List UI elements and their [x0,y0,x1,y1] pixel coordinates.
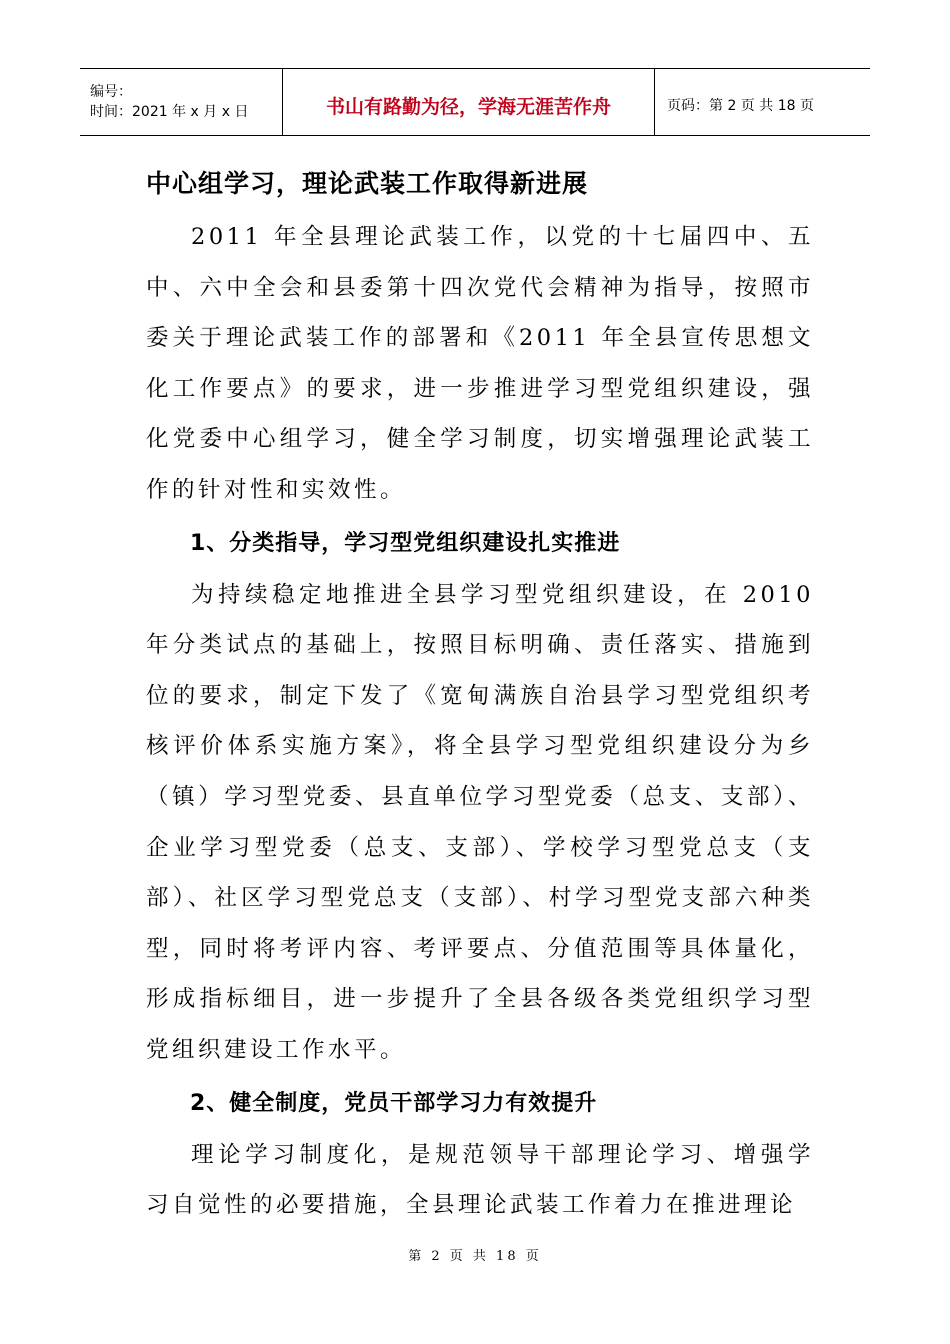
number-label: 编号： [90,84,132,100]
header-page-info [655,69,870,135]
section-1-paragraph: 为持续稳定地推进全县学习型党组织建设，在 2010 年分类试点的基础上，按照目标明确、责任落实、措施到位的要求，制定下发了《宽甸满族自治县学习型党组织考核评价体系实施方案》，将全县学习型党组织建设分为乡（镇）学习型党委、县直单位学习型党委（总支、支部）、企业学习型党委（总支、支部）、学校学习型党总支（支部）、社区学习型党总支（支部）、村学习型党支部六种类型，同时将考评内容、考评要点、分值范围等具体量化，形成指标细目，进一步提升了全县各级各类党组织学习型党组织建设工作水平。 [146,581,814,1063]
time-label: 时间：2021 年 x 月 x 日 [90,104,249,120]
section-2-paragraph: 理论学习制度化，是规范领导干部理论学习、增强学习自觉性的必要措施，全县理论武装工作着力在推进理论 [146,1141,814,1219]
intro-paragraph: 2011 年全县理论武装工作，以党的十七届四中、五中、六中全会和县委第十四次党代会精神为指导，按照市委关于理论武装工作的部署和《2011 年全县宣传思想文化工作要点》的要求，进一步推进学习型党组织建设，强化党委中心组学习，健全学习制度，切实增强理论武装工作的针对性和实效性。 [146,224,814,503]
document-body [146,160,814,1231]
page-footer [0,1245,950,1264]
footer-page-number: 第 2 页 共 18 页 [408,1249,542,1264]
header-motto [283,69,655,135]
page-header [80,68,870,136]
page-info-text: 页码：第 2 页 共 18 页 [667,98,814,114]
document-title: 中心组学习，理论武装工作取得新进展 [146,169,589,198]
motto-text: 书山有路勤为径，学海无涯苦作舟 [325,95,611,118]
section-1-heading: 1、分类指导，学习型党组织建设扎实推进 [190,530,621,556]
section-2-heading: 2、健全制度，党员干部学习力有效提升 [190,1090,598,1116]
header-meta [80,69,283,135]
